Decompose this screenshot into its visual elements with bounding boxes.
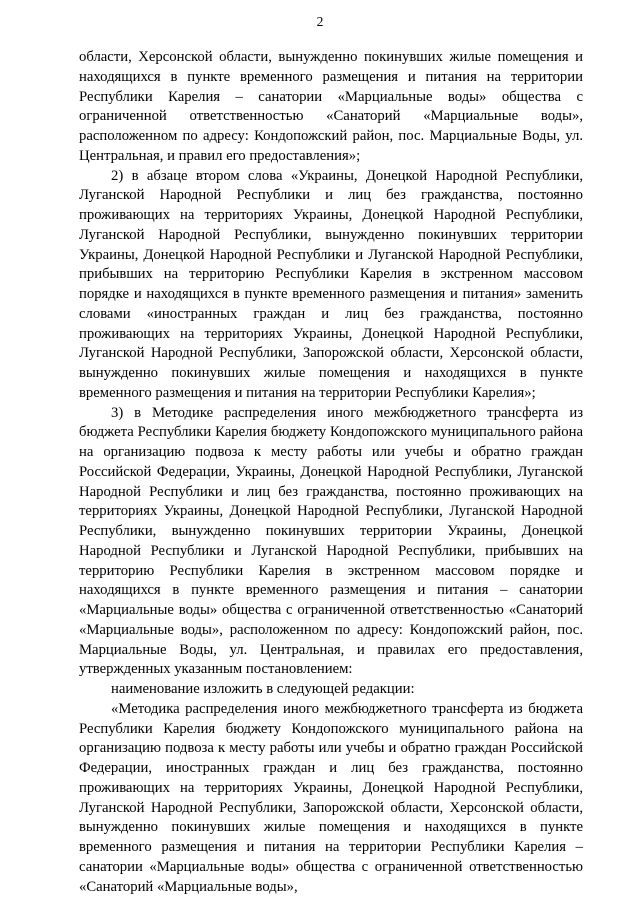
paragraph-item-3: 3) в Методике распределения иного межбюджетного трансферта из бюджета Республики Карелия бюджету Кондопожского муниципального района на организацию подвоза к месту работы или учебы и обратно граждан Российской Федерации, Украины, Донецкой Народной Республики, Луганской Народной Республики и лиц без гражданства, постоянно проживающих на территориях Украины, Донецкой Народной Республики, Луганской Народной Республики, вынужденно покинувших территории Украины, Донецкой Народной Республики и Луганской Народной Республики, прибывших на территорию Республики Карелия в экстренном массовом порядке и находящихся в пункте временного размещения и питания – санатории «Марциальные воды» общества с ограниченной ответственностью «Санаторий «Марциальные воды», расположенном по адресу: Кондопожский район, пос. Марциальные Воды, ул. Центральная, и правилах его предоставления, утвержденных указанным постановлением:	[79, 404, 583, 678]
page-number: 2	[316, 14, 324, 29]
paragraph-item-2: 2) в абзаце втором слова «Украины, Донецкой Народной Республики, Луганской Народной Республики и лиц без гражданства, постоянно проживающих на территориях Украины, Донецкой Народной Республики, Луганской Народной Республики, вынужденно покинувших территории Украины, Донецкой Народной Республики и Луганской Народной Республики, прибывших на территорию Республики Карелия в экстренном массовом порядке и находящихся в пункте временного размещения и питания» заменить словами «иностранных граждан и лиц без гражданства, постоянно проживающих на территориях Украины, Донецкой Народной Республики, Луганской Народной Республики, Запорожской области, Херсонской области, вынужденно покинувших жилые помещения и находящихся в пункте временного размещения и питания на территории Республики Карелия»;	[79, 167, 583, 401]
paragraph-new-title: «Методика распределения иного межбюджетного трансферта из бюджета Республики Карелия бюджету Кондопожского муниципального района на организацию подвоза к месту работы или учебы и обратно граждан Российской Федерации, иностранных граждан и лиц без гражданства, постоянно проживающих на территориях Украины, Донецкой Народной Республики, Луганской Народной Республики, Запорожской области, Херсонской области, вынужденно покинувших жилые помещения и находящихся в пункте временного размещения и питания на территории Республики Карелия – санатории «Марциальные воды» общества с ограниченной ответственностью «Санаторий «Марциальные воды»,	[79, 700, 583, 895]
document-body	[79, 48, 583, 897]
paragraph-continuation: области, Херсонской области, вынужденно покинувших жилые помещения и находящихся в пункте временного размещения и питания на территории Республики Карелия – санатории «Марциальные воды» общества с ограниченной ответственностью «Санаторий «Марциальные воды», расположенном по адресу: Кондопожский район, пос. Марциальные Воды, ул. Центральная, и правил его предоставления»;	[79, 49, 583, 164]
paragraph-title-instruction: наименование изложить в следующей редакции:	[111, 681, 415, 697]
